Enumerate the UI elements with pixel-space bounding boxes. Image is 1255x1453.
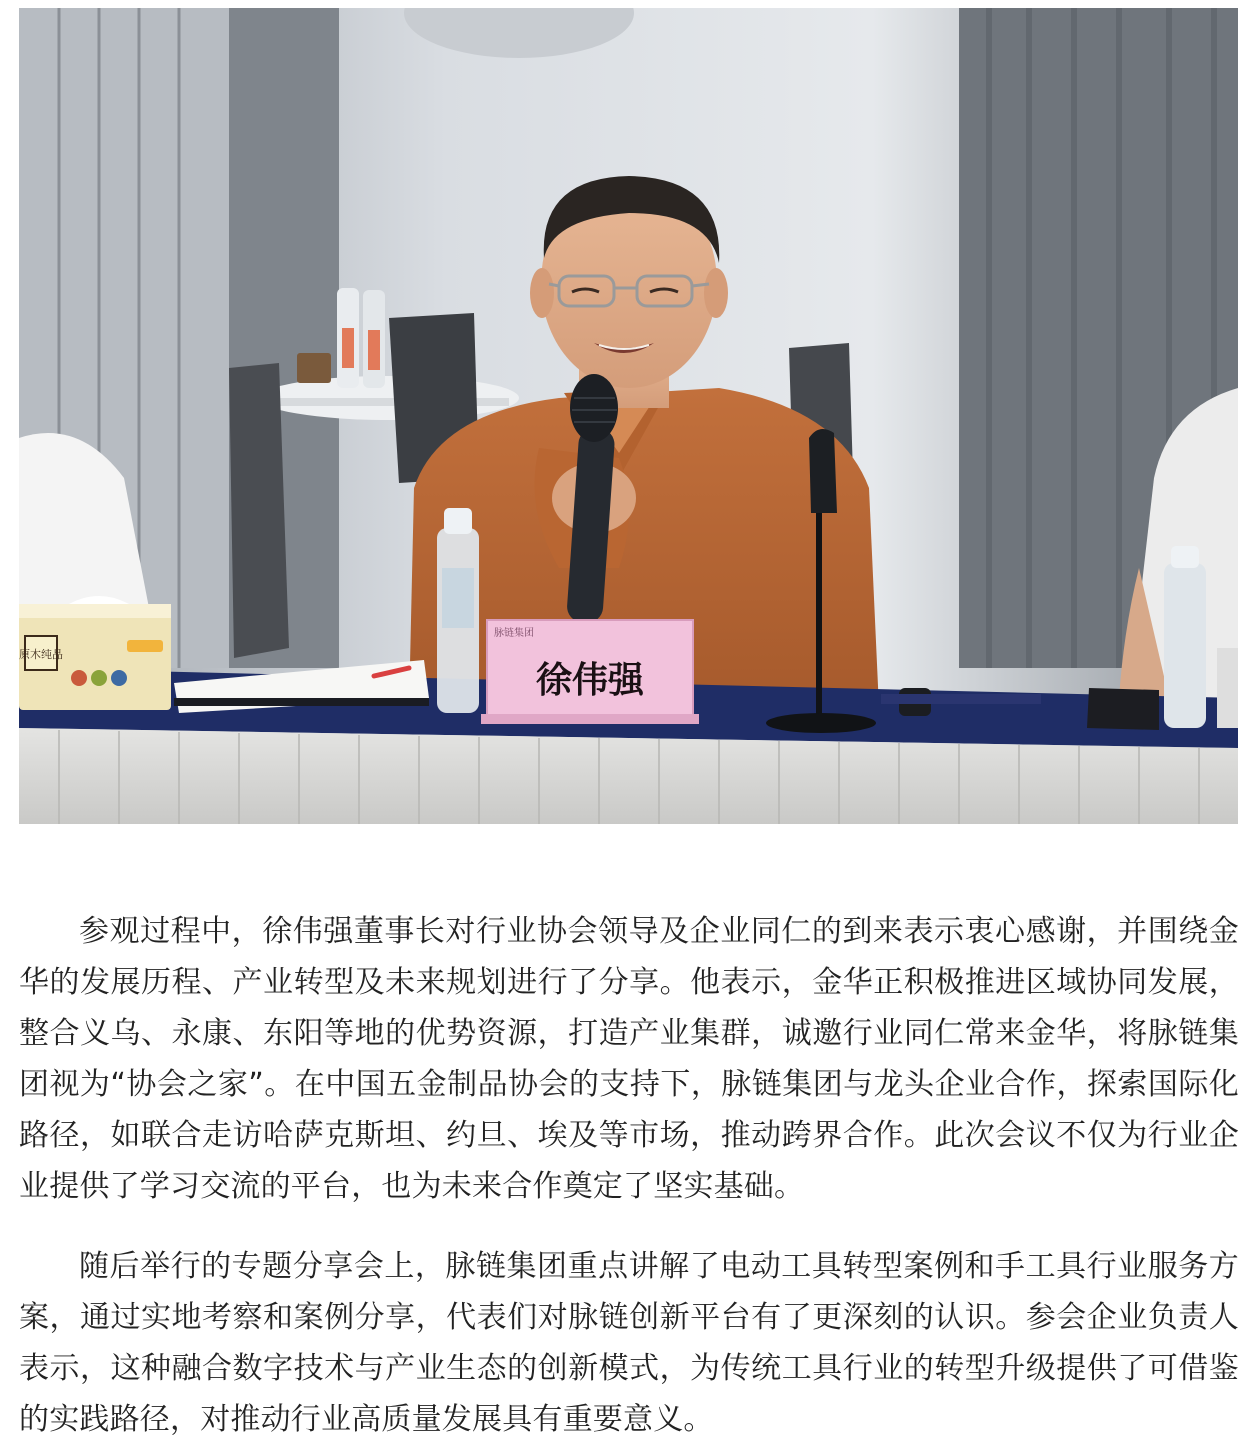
nameplate-name: 徐伟强 <box>535 659 645 701</box>
article-paragraph: 随后举行的专题分享会上，脉链集团重点讲解了电动工具转型案例和手工具行业服务方案，通过实地考察和案例分享，代表们对脉链创新平台有了更深刻的认识。参会企业负责人表示，这种融合数字技术与产业生态的创新模式，为传统工具行业的转型升级提供了可借鉴的实践路径，对推动行业高质量发展具有重要意义。 <box>19 1249 1239 1437</box>
meeting-photo-illustration <box>19 8 1238 824</box>
article-paragraph: 参观过程中，徐伟强董事长对行业协会领导及企业同仁的到来表示衷心感谢，并围绕金华的发展历程、产业转型及未来规划进行了分享。他表示，金华正积极推进区域协同发展，整合义乌、永康、东阳等地的优势资源，打造产业集群，诚邀行业同仁常来金华，将脉链集团视为“协会之家”。在中国五金制品协会的支持下，脉链集团与龙头企业合作，探索国际化路径，如联合走访哈萨克斯坦、约旦、埃及等市场，推动跨界合作。此次会议不仅为行业企业提供了学习交流的平台，也为未来合作奠定了坚实基础。 <box>19 914 1239 1204</box>
tissue-box-label: 原木纯品 <box>19 648 63 661</box>
article-body <box>19 906 1239 1445</box>
meeting-photo <box>19 8 1238 824</box>
nameplate-subtitle: 脉链集团 <box>494 628 534 639</box>
